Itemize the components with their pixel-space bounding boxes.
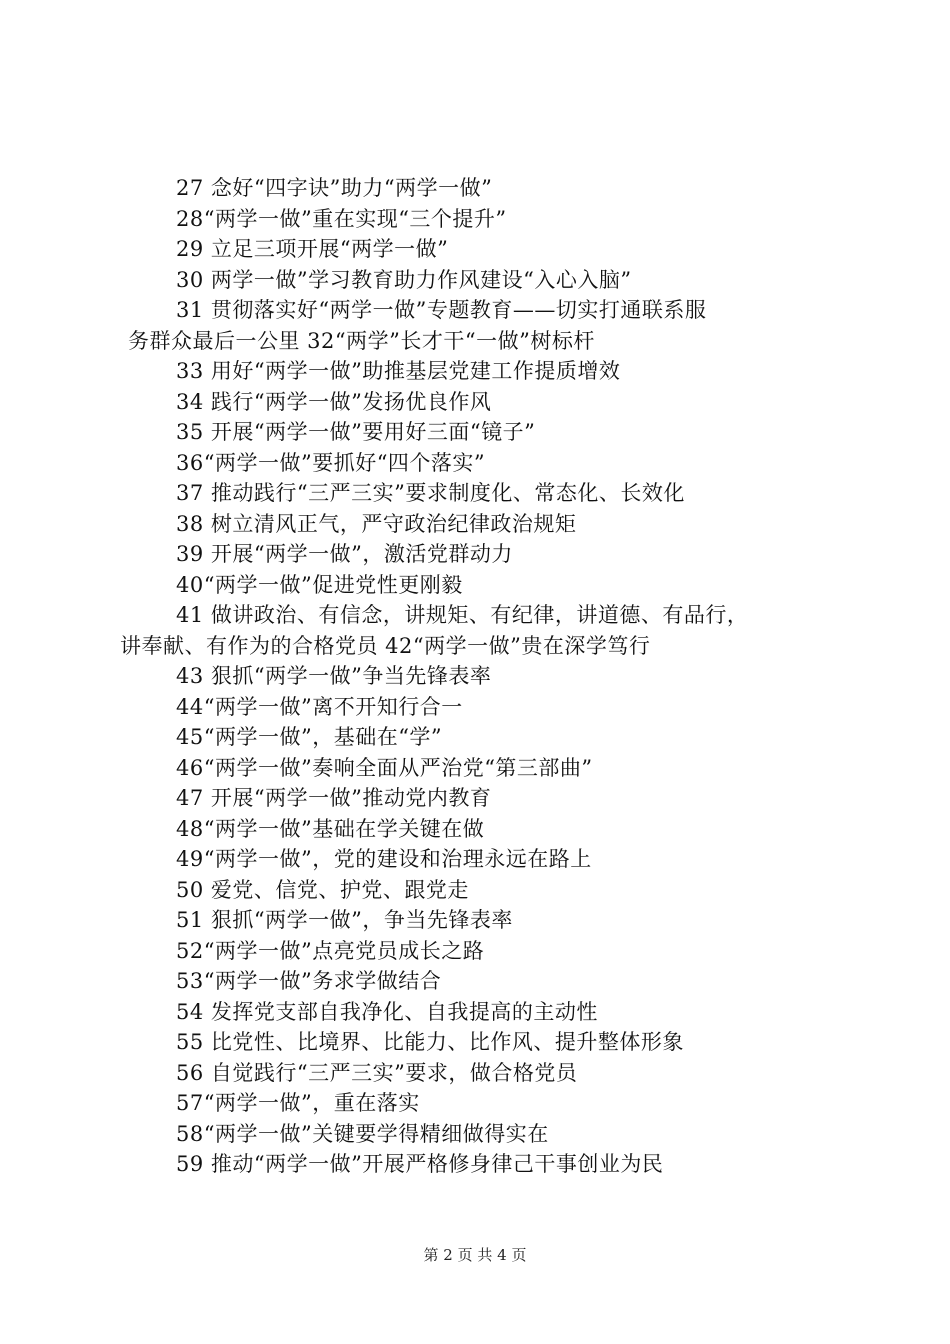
list-item: 30 两学一做”学习教育助力作风建设“入心入脑” bbox=[176, 267, 632, 292]
list-item: 47 开展“两学一做”推动党内教育 bbox=[176, 786, 492, 810]
list-item: 31 贯彻落实好“两学一做”专题教育——切实打通联系服 bbox=[176, 298, 707, 322]
list-item: 28“两学一做”重在实现“三个提升” bbox=[176, 206, 507, 231]
list-item: 44“两学一做”离不开知行合一 bbox=[176, 694, 463, 719]
list-item: 43 狠抓“两学一做”争当先锋表率 bbox=[176, 664, 492, 688]
list-item: 39 开展“两学一做”，激活党群动力 bbox=[176, 542, 513, 566]
list-item: 48“两学一做”基础在学关键在做 bbox=[176, 816, 485, 841]
list-item: 51 狠抓“两学一做”，争当先锋表率 bbox=[176, 908, 513, 932]
list-item: 34 践行“两学一做”发扬优良作风 bbox=[176, 389, 492, 414]
list-item: 29 立足三项开展“两学一做” bbox=[176, 237, 449, 261]
list-item: 37 推动践行“三严三实”要求制度化、常态化、长效化 bbox=[176, 481, 685, 505]
list-item: 27 念好“四字诀”助力“两学一做” bbox=[176, 176, 493, 200]
list-item: 40“两学一做”促进党性更刚毅 bbox=[176, 572, 463, 597]
list-item: 52“两学一做”点亮党员成长之路 bbox=[176, 938, 485, 963]
list-item: 59 推动“两学一做”开展严格修身律己干事创业为民 bbox=[176, 1152, 664, 1176]
list-item: 57“两学一做”，重在落实 bbox=[176, 1091, 420, 1115]
list-item: 49“两学一做”，党的建设和治理永远在路上 bbox=[176, 847, 592, 871]
list-item: 41 做讲政治、有信念，讲规矩、有纪律，讲道德、有品行， bbox=[176, 603, 749, 627]
list-item: 38 树立清风正气，严守政治纪律政治规矩 bbox=[176, 511, 577, 536]
list-item: 55 比党性、比境界、比能力、比作风、提升整体形象 bbox=[176, 1030, 684, 1054]
list-item: 53“两学一做”务求学做结合 bbox=[176, 969, 442, 993]
list-item: 54 发挥党支部自我净化、自我提高的主动性 bbox=[176, 999, 598, 1024]
list-item-continuation: 务群众最后一公里 32“两学”长才干“一做”树标杆 bbox=[128, 328, 595, 353]
list-item: 35 开展“两学一做”要用好三面“镜子” bbox=[176, 420, 536, 444]
list-item: 33 用好“两学一做”助推基层党建工作提质增效 bbox=[176, 359, 621, 383]
list-item: 56 自觉践行“三严三实”要求，做合格党员 bbox=[176, 1060, 578, 1085]
list-item: 50 爱党、信党、护党、跟党走 bbox=[176, 877, 469, 902]
list-item: 58“两学一做”关键要学得精细做得实在 bbox=[176, 1121, 549, 1146]
document-body bbox=[120, 173, 832, 1180]
list-item: 45“两学一做”，基础在“学” bbox=[176, 725, 443, 749]
page-footer: 第 2 页 共 4 页 bbox=[423, 1246, 527, 1264]
list-item-continuation: 讲奉献、有作为的合格党员 42“两学一做”贵在深学笃行 bbox=[120, 633, 651, 658]
list-item: 46“两学一做”奏响全面从严治党“第三部曲” bbox=[176, 755, 593, 780]
list-item: 36“两学一做”要抓好“四个落实” bbox=[176, 450, 486, 475]
